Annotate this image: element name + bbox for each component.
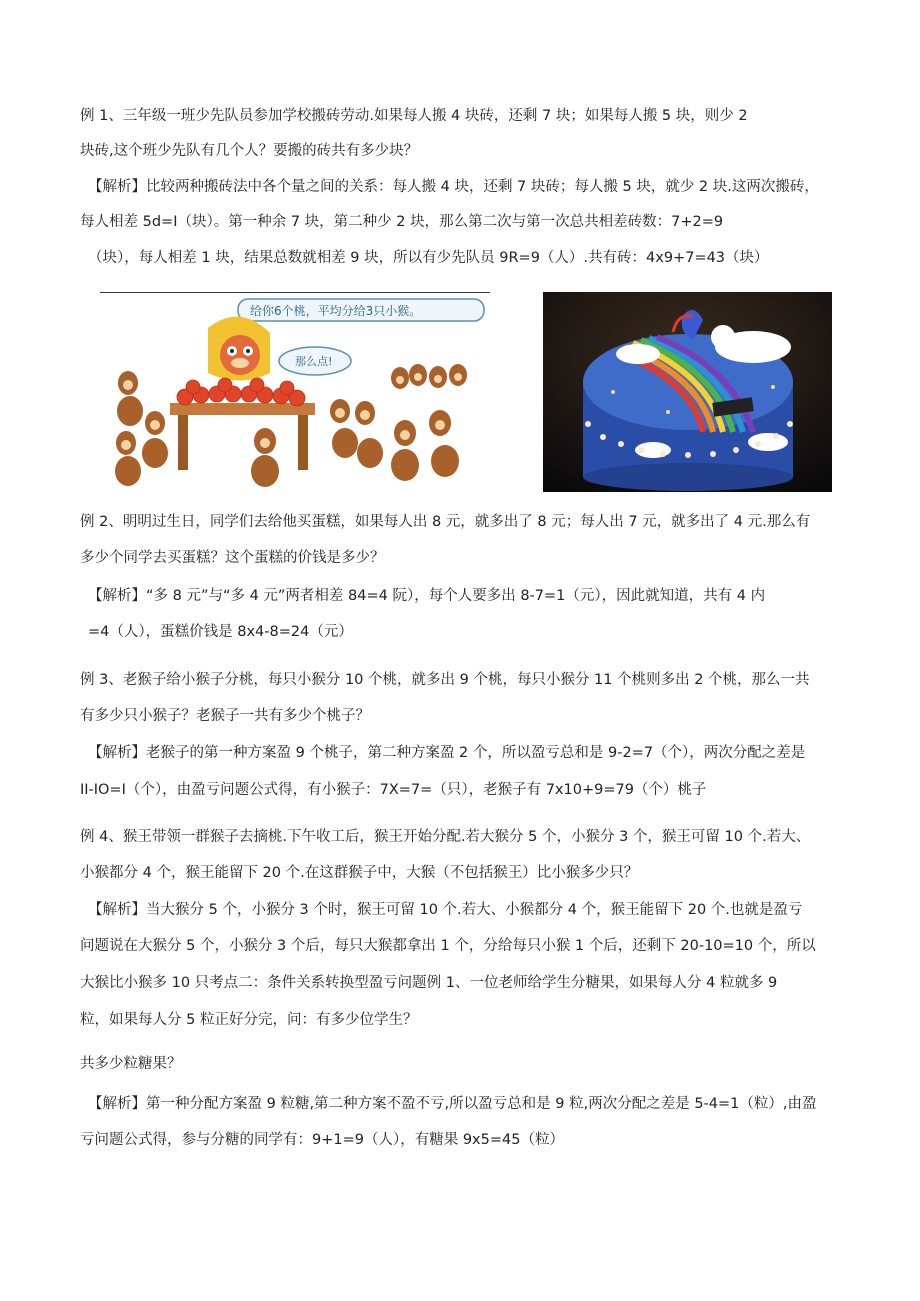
cake-drawing — [543, 292, 832, 492]
text-line: 例 2、明明过生日，同学们去给他买蛋糕，如果每人出 8 元，就多出了 8 元；每人出 7 元，就多出了 4 元.那么有 — [80, 514, 811, 530]
text-line: 【解析】“多 8 元”与“多 4 元”两者相差 84=4 阮），每个人要多出 8-7=1（元），因此就知道，共有 4 内 — [88, 588, 766, 604]
text-line: 粒，如果每人分 5 粒正好分完，问：有多少位学生？ — [80, 1012, 418, 1028]
text-line: 多少个同学去买蛋糕？这个蛋糕的价钱是多少？ — [80, 550, 385, 566]
text-line: 例 4、猴王带领一群猴子去摘桃.下午收工后，猴王开始分配.若大猴分 5 个，小猴分 3 个，猴王可留 10 个.若大、 — [80, 829, 811, 845]
text-line: 【解析】老猴子的第一种方案盈 9 个桃子，第二种方案盈 2 个，所以盈亏总和是 9-2=7（个），两次分配之差是 — [88, 745, 806, 761]
text-line: 每人相差 5d=I（块）。第一种余 7 块，第二种少 2 块，那么第二次与第一次总共相差砖数：7+2=9 — [80, 214, 724, 230]
monkeys-peaches-illustration — [100, 292, 490, 493]
text-line: 共多少粒糖果？ — [80, 1056, 182, 1072]
monkeys-peaches-drawing — [100, 293, 490, 493]
text-line: 小猴都分 4 个，猴王能留下 20 个.在这群猴子中，大猴（不包括猴王）比小猴多少只？ — [80, 865, 639, 881]
text-line: （块），每人相差 1 块，结果总数就相差 9 块，所以有少先队员 9R=9（人）.共有砖：4x9+7=43（块） — [88, 250, 769, 266]
birthday-cake-photo — [543, 292, 832, 492]
speech-bubble-text: 给你6个桃，平均分给3只小猴。 — [250, 304, 422, 318]
text-line: 有多少只小猴子？老猴子一共有多少个桃子？ — [80, 708, 370, 724]
text-line: =4（人），蛋糕价钱是 8x4-8=24（元） — [88, 624, 353, 640]
text-line: 例 1、三年级一班少先队员参加学校搬砖劳动.如果每人搬 4 块砖，还剩 7 块；如果每人搬 5 块，则少 2 — [80, 108, 748, 124]
text-line: 【解析】第一种分配方案盈 9 粒糖,第二种方案不盈不亏,所以盈亏总和是 9 粒,两次分配之差是 5-4=1（粒）,由盈 — [88, 1096, 817, 1112]
text-line: 【解析】比较两种搬砖法中各个量之间的关系：每人搬 4 块，还剩 7 块砖；每人搬 5 块，就少 2 块.这两次搬砖， — [88, 179, 819, 195]
text-line: 问题说在大猴分 5 个，小猴分 3 个后，每只大猴都拿出 1 个，分给每只小猴 1 个后，还剩下 20-10=10 个，所以 — [80, 938, 816, 954]
text-line: 亏问题公式得，参与分糖的同学有：9+1=9（人），有糖果 9x5=45（粒） — [80, 1132, 564, 1148]
text-line: 大猴比小猴多 10 只考点二：条件关系转换型盈亏问题例 1、一位老师给学生分糖果，如果每人分 4 粒就多 9 — [80, 975, 778, 991]
reply-bubble-text: 那么点! — [295, 355, 333, 368]
text-line: 【解析】当大猴分 5 个，小猴分 3 个时，猴王可留 10 个.若大、小猴都分 4 个，猴王能留下 20 个.也就是盈亏 — [88, 902, 803, 918]
text-line: 块砖,这个班少先队有几个人？要搬的砖共有多少块？ — [80, 143, 419, 159]
text-line: 例 3、老猴子给小猴子分桃，每只小猴分 10 个桃，就多出 9 个桃，每只小猴分 11 个桃则多出 2 个桃，那么一共 — [80, 672, 810, 688]
text-line: II-IO=I（个），由盈亏问题公式得，有小猴子：7X=7=（只），老猴子有 7x10+9=79（个）桃子 — [80, 782, 707, 798]
